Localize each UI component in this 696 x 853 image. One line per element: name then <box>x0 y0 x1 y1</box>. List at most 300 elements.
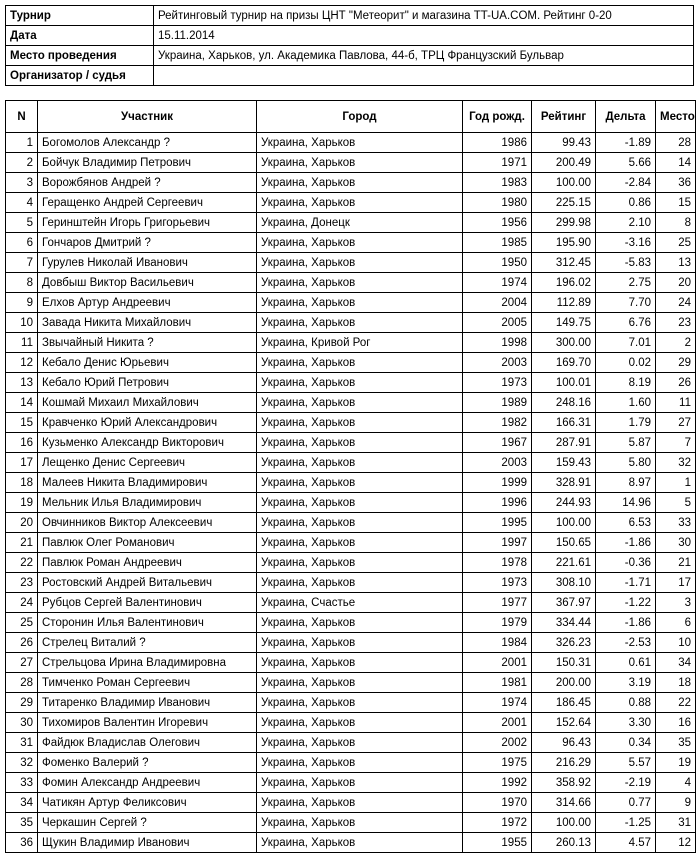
cell-place: 28 <box>656 133 696 153</box>
cell-participant: Кравченко Юрий Александрович <box>38 413 257 433</box>
cell-city: Украина, Харьков <box>257 653 463 673</box>
cell-participant: Ростовский Андрей Витальевич <box>38 573 257 593</box>
cell-rating: 195.90 <box>532 233 596 253</box>
cell-delta: 5.87 <box>596 433 656 453</box>
cell-delta: 2.10 <box>596 213 656 233</box>
cell-rating: 287.91 <box>532 433 596 453</box>
cell-rating: 100.00 <box>532 813 596 833</box>
cell-city: Украина, Харьков <box>257 533 463 553</box>
cell-rating: 96.43 <box>532 733 596 753</box>
cell-number: 12 <box>6 353 38 373</box>
cell-city: Украина, Харьков <box>257 473 463 493</box>
cell-place: 25 <box>656 233 696 253</box>
cell-birth-year: 2001 <box>463 653 532 673</box>
cell-place: 12 <box>656 833 696 853</box>
cell-city: Украина, Харьков <box>257 773 463 793</box>
cell-city: Украина, Харьков <box>257 573 463 593</box>
cell-number: 34 <box>6 793 38 813</box>
cell-place: 35 <box>656 733 696 753</box>
cell-delta: 6.53 <box>596 513 656 533</box>
cell-delta: -5.83 <box>596 253 656 273</box>
cell-birth-year: 1985 <box>463 233 532 253</box>
cell-city: Украина, Харьков <box>257 813 463 833</box>
cell-participant: Рубцов Сергей Валентинович <box>38 593 257 613</box>
cell-participant: Довбыш Виктор Васильевич <box>38 273 257 293</box>
cell-birth-year: 1973 <box>463 373 532 393</box>
cell-delta: -2.53 <box>596 633 656 653</box>
cell-city: Украина, Счастье <box>257 593 463 613</box>
cell-city: Украина, Харьков <box>257 373 463 393</box>
cell-rating: 186.45 <box>532 693 596 713</box>
cell-birth-year: 1975 <box>463 753 532 773</box>
cell-rating: 166.31 <box>532 413 596 433</box>
results-table <box>5 100 696 853</box>
cell-rating: 328.91 <box>532 473 596 493</box>
cell-place: 14 <box>656 153 696 173</box>
cell-city: Украина, Харьков <box>257 293 463 313</box>
cell-city: Украина, Харьков <box>257 613 463 633</box>
table-row <box>6 253 696 273</box>
cell-rating: 244.93 <box>532 493 596 513</box>
cell-number: 14 <box>6 393 38 413</box>
cell-place: 23 <box>656 313 696 333</box>
cell-number: 26 <box>6 633 38 653</box>
cell-rating: 159.43 <box>532 453 596 473</box>
cell-birth-year: 1996 <box>463 493 532 513</box>
cell-birth-year: 1982 <box>463 413 532 433</box>
cell-place: 4 <box>656 773 696 793</box>
cell-rating: 150.65 <box>532 533 596 553</box>
table-row <box>6 653 696 673</box>
cell-birth-year: 1974 <box>463 273 532 293</box>
cell-number: 6 <box>6 233 38 253</box>
cell-participant: Тимченко Роман Сергеевич <box>38 673 257 693</box>
col-header-birth-year: Год рожд. <box>463 101 532 133</box>
table-row <box>6 693 696 713</box>
col-header-rating: Рейтинг <box>532 101 596 133</box>
cell-place: 6 <box>656 613 696 633</box>
cell-place: 26 <box>656 373 696 393</box>
cell-rating: 300.00 <box>532 333 596 353</box>
table-row <box>6 433 696 453</box>
cell-place: 16 <box>656 713 696 733</box>
cell-delta: -2.19 <box>596 773 656 793</box>
cell-delta: 6.76 <box>596 313 656 333</box>
cell-delta: 0.86 <box>596 193 656 213</box>
cell-birth-year: 1978 <box>463 553 532 573</box>
cell-rating: 100.00 <box>532 173 596 193</box>
cell-number: 7 <box>6 253 38 273</box>
cell-rating: 200.49 <box>532 153 596 173</box>
cell-place: 30 <box>656 533 696 553</box>
cell-place: 5 <box>656 493 696 513</box>
cell-city: Украина, Харьков <box>257 233 463 253</box>
cell-place: 3 <box>656 593 696 613</box>
cell-delta: -1.25 <box>596 813 656 833</box>
col-header-place: Место <box>656 101 696 133</box>
table-row <box>6 373 696 393</box>
cell-participant: Кебало Юрий Петрович <box>38 373 257 393</box>
info-value-venue: Украина, Харьков, ул. Академика Павлова, 44-б, ТРЦ Французский Бульвар <box>154 46 694 66</box>
cell-participant: Сторонин Илья Валентинович <box>38 613 257 633</box>
cell-number: 13 <box>6 373 38 393</box>
cell-rating: 149.75 <box>532 313 596 333</box>
table-row <box>6 493 696 513</box>
info-label-organizer: Организатор / судья <box>6 66 154 86</box>
cell-delta: 0.61 <box>596 653 656 673</box>
table-row <box>6 793 696 813</box>
cell-number: 24 <box>6 593 38 613</box>
cell-city: Украина, Харьков <box>257 453 463 473</box>
cell-participant: Завада Никита Михайлович <box>38 313 257 333</box>
cell-delta: 5.57 <box>596 753 656 773</box>
table-row <box>6 673 696 693</box>
cell-rating: 150.31 <box>532 653 596 673</box>
cell-number: 4 <box>6 193 38 213</box>
info-value-date: 15.11.2014 <box>154 26 694 46</box>
info-label-tournament: Турнир <box>6 6 154 26</box>
cell-birth-year: 1992 <box>463 773 532 793</box>
table-row <box>6 193 696 213</box>
cell-birth-year: 1973 <box>463 573 532 593</box>
cell-rating: 299.98 <box>532 213 596 233</box>
cell-city: Украина, Харьков <box>257 693 463 713</box>
col-header-city: Город <box>257 101 463 133</box>
cell-number: 28 <box>6 673 38 693</box>
cell-number: 20 <box>6 513 38 533</box>
cell-place: 29 <box>656 353 696 373</box>
cell-place: 33 <box>656 513 696 533</box>
col-header-delta: Дельта <box>596 101 656 133</box>
table-row <box>6 813 696 833</box>
cell-participant: Геринштейн Игорь Григорьевич <box>38 213 257 233</box>
cell-delta: 7.70 <box>596 293 656 313</box>
table-row <box>6 553 696 573</box>
cell-delta: 14.96 <box>596 493 656 513</box>
table-row <box>6 733 696 753</box>
cell-participant: Звычайный Никита ? <box>38 333 257 353</box>
table-row <box>6 333 696 353</box>
cell-delta: -1.86 <box>596 613 656 633</box>
cell-participant: Фомин Александр Андреевич <box>38 773 257 793</box>
cell-delta: 0.77 <box>596 793 656 813</box>
cell-number: 29 <box>6 693 38 713</box>
cell-participant: Файдюк Владислав Олегович <box>38 733 257 753</box>
cell-participant: Бойчук Владимир Петрович <box>38 153 257 173</box>
cell-number: 10 <box>6 313 38 333</box>
cell-number: 30 <box>6 713 38 733</box>
cell-number: 3 <box>6 173 38 193</box>
cell-birth-year: 1998 <box>463 333 532 353</box>
cell-participant: Гончаров Дмитрий ? <box>38 233 257 253</box>
cell-birth-year: 1983 <box>463 173 532 193</box>
cell-birth-year: 1979 <box>463 613 532 633</box>
cell-delta: 0.34 <box>596 733 656 753</box>
cell-delta: 8.19 <box>596 373 656 393</box>
cell-place: 9 <box>656 793 696 813</box>
cell-participant: Кузьменко Александр Викторович <box>38 433 257 453</box>
cell-place: 2 <box>656 333 696 353</box>
info-row-venue <box>6 46 694 66</box>
cell-participant: Павлюк Олег Романович <box>38 533 257 553</box>
info-value-tournament: Рейтинговый турнир на призы ЦНТ "Метеорит" и магазина TT-UA.COM. Рейтинг 0-20 <box>154 6 694 26</box>
cell-rating: 200.00 <box>532 673 596 693</box>
cell-participant: Богомолов Александр ? <box>38 133 257 153</box>
table-row <box>6 153 696 173</box>
cell-place: 13 <box>656 253 696 273</box>
cell-birth-year: 1977 <box>463 593 532 613</box>
cell-place: 31 <box>656 813 696 833</box>
cell-number: 11 <box>6 333 38 353</box>
cell-rating: 99.43 <box>532 133 596 153</box>
cell-birth-year: 1980 <box>463 193 532 213</box>
cell-rating: 260.13 <box>532 833 596 853</box>
cell-place: 7 <box>656 433 696 453</box>
cell-number: 19 <box>6 493 38 513</box>
cell-birth-year: 1956 <box>463 213 532 233</box>
cell-city: Украина, Харьков <box>257 753 463 773</box>
cell-place: 24 <box>656 293 696 313</box>
cell-place: 21 <box>656 553 696 573</box>
cell-birth-year: 1971 <box>463 153 532 173</box>
cell-participant: Титаренко Владимир Иванович <box>38 693 257 713</box>
cell-rating: 308.10 <box>532 573 596 593</box>
cell-rating: 358.92 <box>532 773 596 793</box>
info-label-venue: Место проведения <box>6 46 154 66</box>
cell-birth-year: 2002 <box>463 733 532 753</box>
cell-participant: Кебало Денис Юрьевич <box>38 353 257 373</box>
cell-place: 19 <box>656 753 696 773</box>
cell-number: 31 <box>6 733 38 753</box>
cell-number: 1 <box>6 133 38 153</box>
table-row <box>6 593 696 613</box>
cell-city: Украина, Харьков <box>257 513 463 533</box>
table-row <box>6 573 696 593</box>
cell-participant: Тихомиров Валентин Игоревич <box>38 713 257 733</box>
table-row <box>6 233 696 253</box>
cell-number: 9 <box>6 293 38 313</box>
cell-delta: 8.97 <box>596 473 656 493</box>
cell-city: Украина, Харьков <box>257 793 463 813</box>
table-row <box>6 753 696 773</box>
cell-birth-year: 1955 <box>463 833 532 853</box>
cell-participant: Малеев Никита Владимирович <box>38 473 257 493</box>
cell-city: Украина, Харьков <box>257 733 463 753</box>
cell-participant: Геращенко Андрей Сергеевич <box>38 193 257 213</box>
cell-rating: 196.02 <box>532 273 596 293</box>
table-row <box>6 473 696 493</box>
table-row <box>6 453 696 473</box>
cell-city: Украина, Харьков <box>257 153 463 173</box>
cell-number: 23 <box>6 573 38 593</box>
cell-rating: 216.29 <box>532 753 596 773</box>
table-row <box>6 393 696 413</box>
cell-rating: 314.66 <box>532 793 596 813</box>
cell-rating: 312.45 <box>532 253 596 273</box>
table-row <box>6 353 696 373</box>
info-label-date: Дата <box>6 26 154 46</box>
cell-birth-year: 2003 <box>463 453 532 473</box>
info-row-tournament <box>6 6 694 26</box>
table-row <box>6 773 696 793</box>
table-row <box>6 833 696 853</box>
cell-rating: 100.01 <box>532 373 596 393</box>
cell-birth-year: 2004 <box>463 293 532 313</box>
cell-city: Украина, Кривой Рог <box>257 333 463 353</box>
cell-participant: Лещенко Денис Сергеевич <box>38 453 257 473</box>
results-body <box>6 133 696 853</box>
cell-number: 5 <box>6 213 38 233</box>
cell-birth-year: 1995 <box>463 513 532 533</box>
cell-city: Украина, Харьков <box>257 133 463 153</box>
cell-birth-year: 1984 <box>463 633 532 653</box>
cell-birth-year: 2005 <box>463 313 532 333</box>
cell-number: 27 <box>6 653 38 673</box>
info-value-organizer <box>154 66 694 86</box>
info-row-organizer <box>6 66 694 86</box>
cell-number: 18 <box>6 473 38 493</box>
cell-city: Украина, Харьков <box>257 833 463 853</box>
cell-number: 2 <box>6 153 38 173</box>
cell-delta: 5.66 <box>596 153 656 173</box>
cell-delta: 3.30 <box>596 713 656 733</box>
tournament-info-body <box>6 6 694 86</box>
cell-city: Украина, Харьков <box>257 673 463 693</box>
cell-delta: -2.84 <box>596 173 656 193</box>
cell-birth-year: 1970 <box>463 793 532 813</box>
cell-participant: Стрельцова Ирина Владимировна <box>38 653 257 673</box>
cell-place: 17 <box>656 573 696 593</box>
cell-birth-year: 1967 <box>463 433 532 453</box>
cell-number: 25 <box>6 613 38 633</box>
table-row <box>6 173 696 193</box>
cell-rating: 100.00 <box>532 513 596 533</box>
cell-city: Украина, Харьков <box>257 433 463 453</box>
table-row <box>6 413 696 433</box>
cell-participant: Фоменко Валерий ? <box>38 753 257 773</box>
cell-rating: 169.70 <box>532 353 596 373</box>
cell-participant: Гурулев Николай Иванович <box>38 253 257 273</box>
cell-number: 33 <box>6 773 38 793</box>
cell-birth-year: 2001 <box>463 713 532 733</box>
cell-delta: 5.80 <box>596 453 656 473</box>
cell-place: 20 <box>656 273 696 293</box>
cell-birth-year: 2003 <box>463 353 532 373</box>
cell-city: Украина, Харьков <box>257 713 463 733</box>
cell-delta: 0.02 <box>596 353 656 373</box>
col-header-number: N <box>6 101 38 133</box>
table-row <box>6 513 696 533</box>
cell-place: 22 <box>656 693 696 713</box>
cell-place: 32 <box>656 453 696 473</box>
table-row <box>6 313 696 333</box>
col-header-participant: Участник <box>38 101 257 133</box>
cell-city: Украина, Харьков <box>257 553 463 573</box>
cell-city: Украина, Харьков <box>257 253 463 273</box>
cell-city: Украина, Харьков <box>257 173 463 193</box>
cell-number: 32 <box>6 753 38 773</box>
cell-rating: 334.44 <box>532 613 596 633</box>
cell-participant: Мельник Илья Владимирович <box>38 493 257 513</box>
cell-number: 35 <box>6 813 38 833</box>
table-row <box>6 133 696 153</box>
cell-participant: Черкашин Сергей ? <box>38 813 257 833</box>
cell-participant: Стрелец Виталий ? <box>38 633 257 653</box>
cell-birth-year: 1950 <box>463 253 532 273</box>
table-row <box>6 273 696 293</box>
cell-place: 36 <box>656 173 696 193</box>
cell-delta: 4.57 <box>596 833 656 853</box>
results-header-row <box>6 101 696 133</box>
cell-rating: 221.61 <box>532 553 596 573</box>
cell-participant: Ворожбянов Андрей ? <box>38 173 257 193</box>
cell-delta: 1.60 <box>596 393 656 413</box>
cell-place: 18 <box>656 673 696 693</box>
cell-number: 8 <box>6 273 38 293</box>
cell-birth-year: 1989 <box>463 393 532 413</box>
cell-city: Украина, Харьков <box>257 273 463 293</box>
cell-participant: Елхов Артур Андреевич <box>38 293 257 313</box>
cell-delta: -1.71 <box>596 573 656 593</box>
cell-birth-year: 1986 <box>463 133 532 153</box>
cell-number: 22 <box>6 553 38 573</box>
cell-delta: -3.16 <box>596 233 656 253</box>
cell-participant: Щукин Владимир Иванович <box>38 833 257 853</box>
cell-city: Украина, Харьков <box>257 193 463 213</box>
cell-rating: 367.97 <box>532 593 596 613</box>
cell-city: Украина, Донецк <box>257 213 463 233</box>
cell-delta: 7.01 <box>596 333 656 353</box>
table-row <box>6 713 696 733</box>
cell-city: Украина, Харьков <box>257 393 463 413</box>
cell-place: 27 <box>656 413 696 433</box>
cell-participant: Кошмай Михаил Михайлович <box>38 393 257 413</box>
cell-delta: 3.19 <box>596 673 656 693</box>
cell-participant: Овчинников Виктор Алексеевич <box>38 513 257 533</box>
cell-city: Украина, Харьков <box>257 633 463 653</box>
cell-birth-year: 1972 <box>463 813 532 833</box>
cell-rating: 225.15 <box>532 193 596 213</box>
cell-delta: 1.79 <box>596 413 656 433</box>
cell-place: 11 <box>656 393 696 413</box>
tournament-info-table <box>5 5 694 86</box>
cell-rating: 326.23 <box>532 633 596 653</box>
cell-birth-year: 1999 <box>463 473 532 493</box>
cell-rating: 112.89 <box>532 293 596 313</box>
cell-delta: -0.36 <box>596 553 656 573</box>
cell-participant: Павлюк Роман Андреевич <box>38 553 257 573</box>
table-row <box>6 213 696 233</box>
cell-rating: 248.16 <box>532 393 596 413</box>
cell-city: Украина, Харьков <box>257 493 463 513</box>
cell-number: 17 <box>6 453 38 473</box>
cell-birth-year: 1981 <box>463 673 532 693</box>
table-row <box>6 633 696 653</box>
cell-number: 36 <box>6 833 38 853</box>
cell-birth-year: 1997 <box>463 533 532 553</box>
cell-delta: -1.89 <box>596 133 656 153</box>
info-row-date <box>6 26 694 46</box>
cell-city: Украина, Харьков <box>257 353 463 373</box>
cell-birth-year: 1974 <box>463 693 532 713</box>
cell-delta: -1.86 <box>596 533 656 553</box>
cell-number: 15 <box>6 413 38 433</box>
cell-place: 10 <box>656 633 696 653</box>
cell-place: 15 <box>656 193 696 213</box>
cell-delta: -1.22 <box>596 593 656 613</box>
table-row <box>6 613 696 633</box>
cell-delta: 0.88 <box>596 693 656 713</box>
